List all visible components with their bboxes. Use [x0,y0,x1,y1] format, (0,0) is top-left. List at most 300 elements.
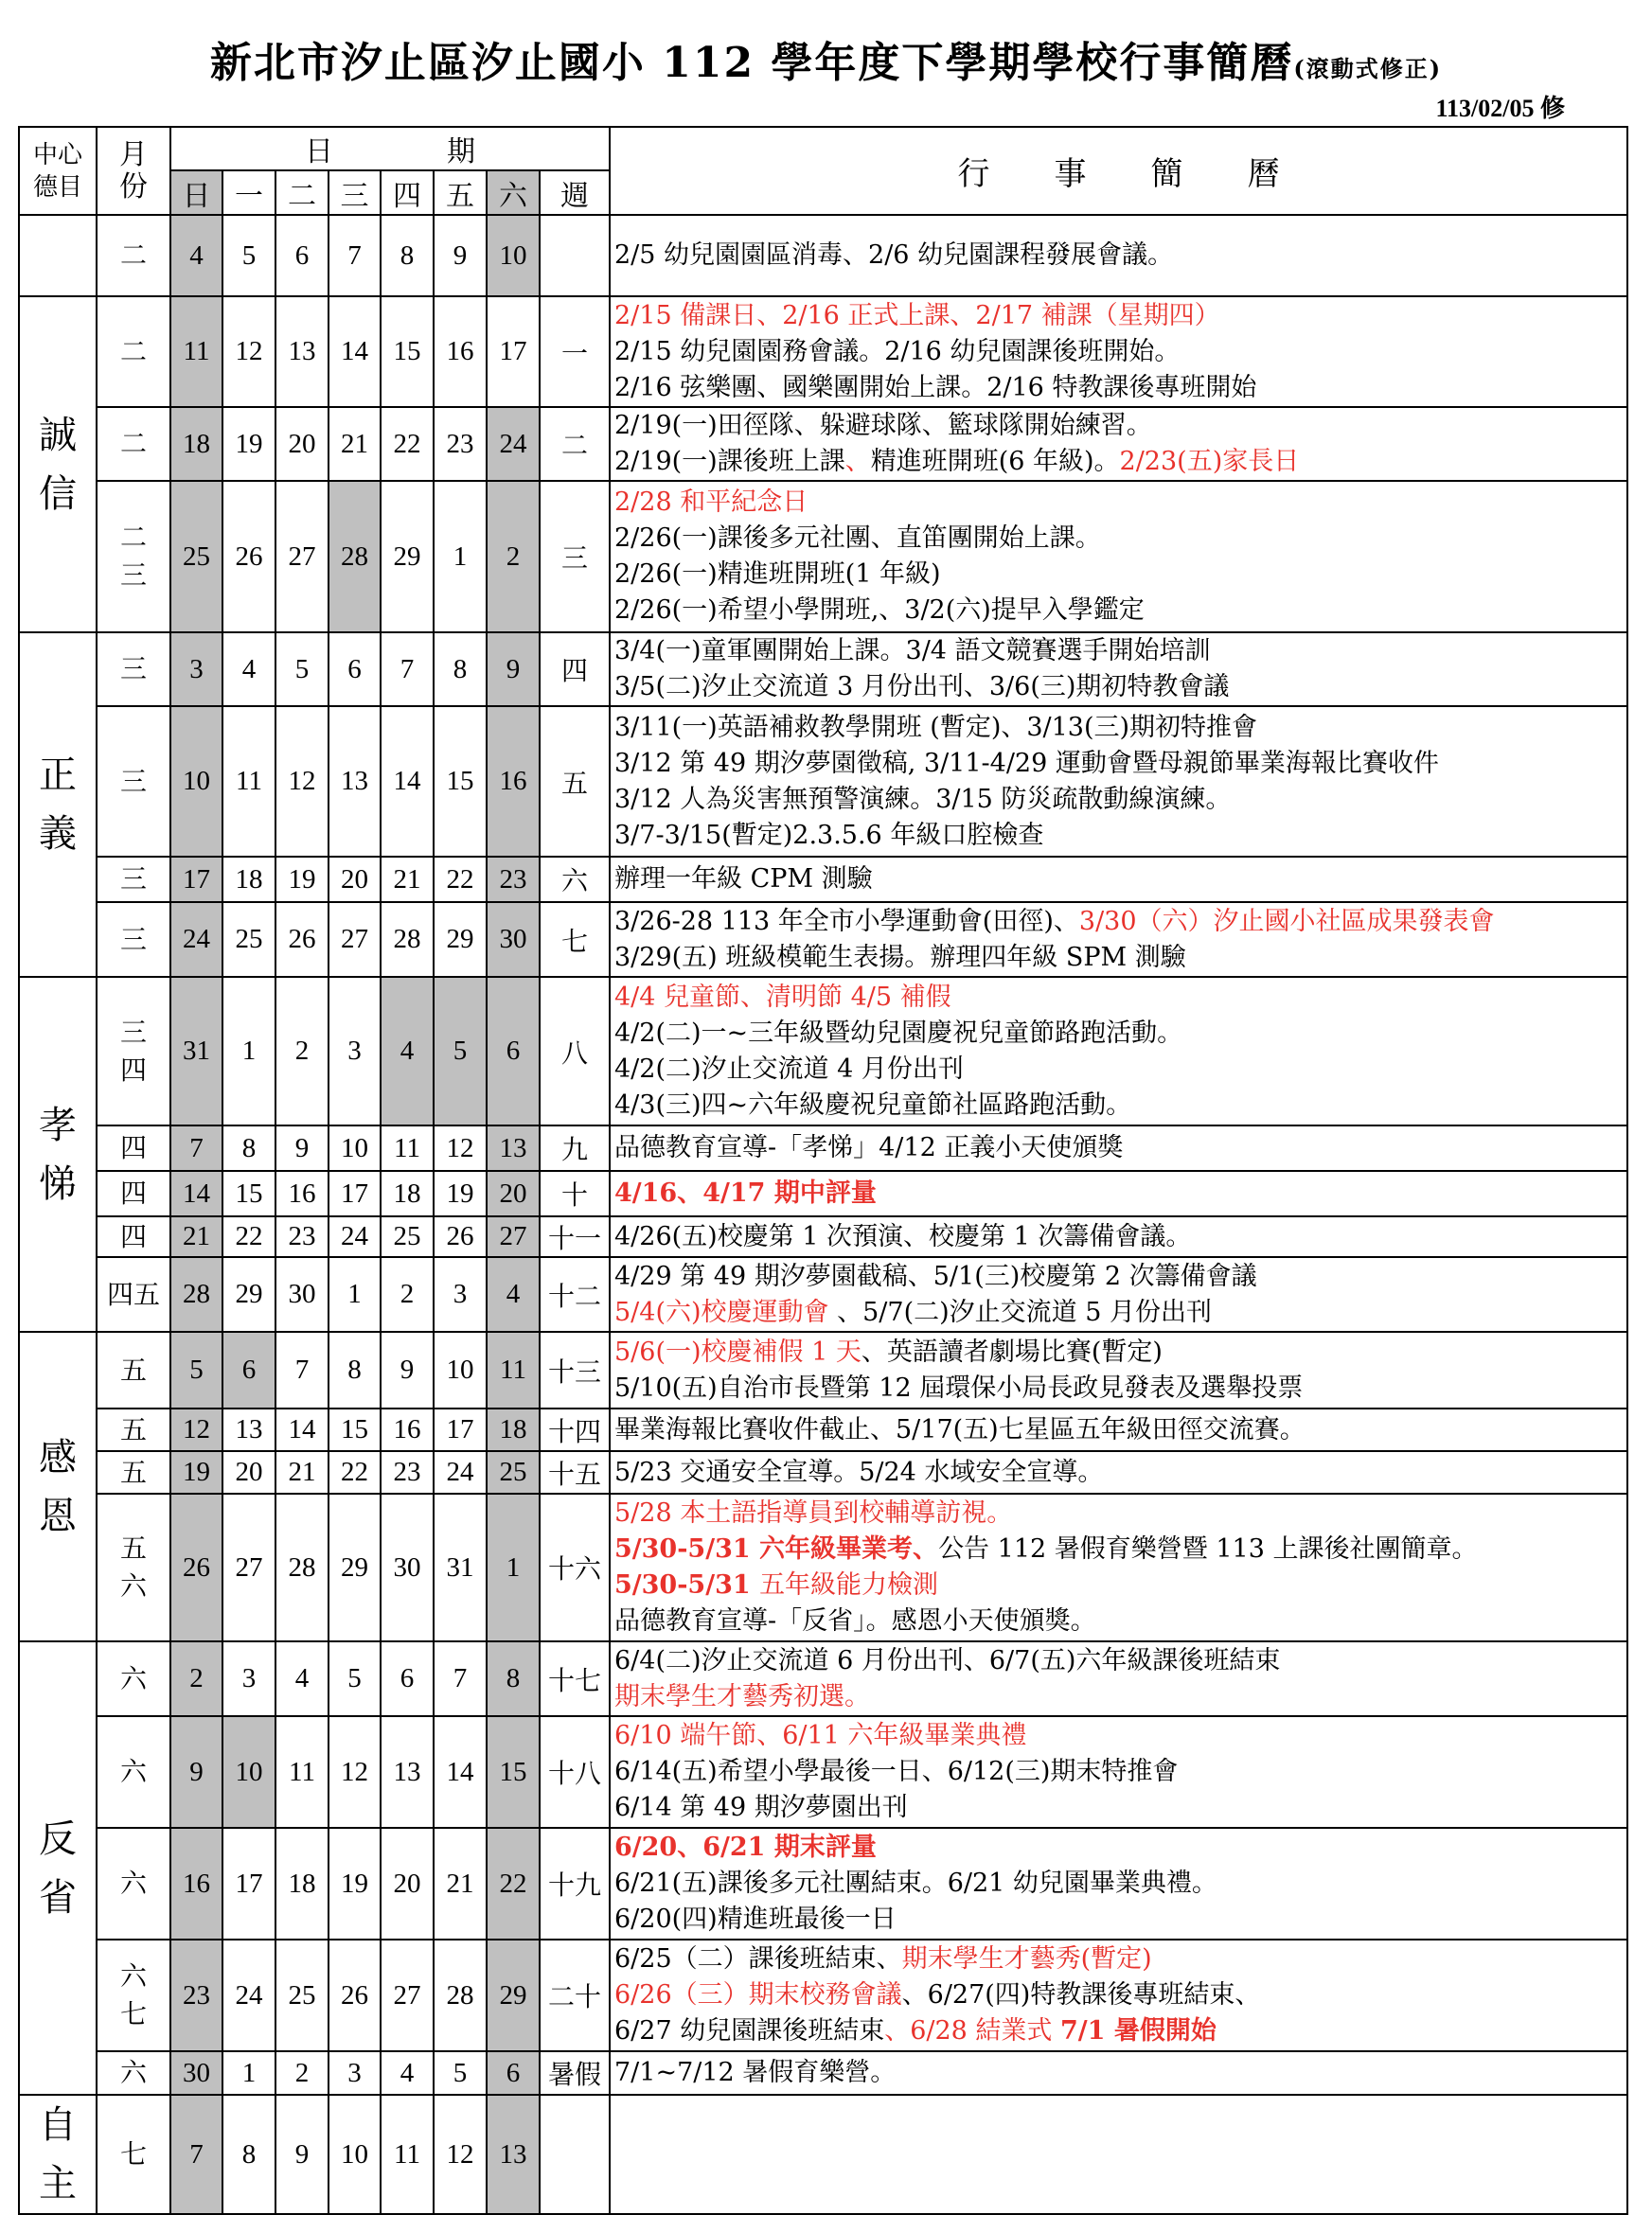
day-cell: 9 [170,1716,222,1828]
day-cell: 30 [275,1257,329,1332]
month-cell [97,1940,170,2051]
week-row [19,215,1627,296]
event-text: 4/29 第 49 期汐夢園截稿、5/1(三)校慶第 2 次籌備會議 [614,1261,1257,1291]
month-cell [97,1828,170,1940]
month-text: 二 [119,522,147,553]
day-cell: 4 [381,977,434,1125]
day-cell: 5 [275,632,329,706]
virtue-cell [19,296,97,632]
day-cell: 3 [222,1641,275,1716]
day-cell: 1 [222,2051,275,2095]
month-cell [97,1409,170,1451]
events-cell [610,1940,1627,2051]
day-cell: 13 [222,1409,275,1451]
week-number: 十九 [540,1828,610,1940]
page-title [0,28,1652,89]
week-number: 十三 [540,1332,610,1409]
day-cell: 15 [434,706,487,857]
week-number: 三 [540,481,610,632]
day-cell: 24 [329,1216,381,1257]
month-cell [97,1216,170,1257]
day-cell: 1 [329,1257,381,1332]
day-cell: 23 [434,407,487,481]
week-number: 十一 [540,1216,610,1257]
day-cell: 4 [170,215,222,296]
day-cell: 2 [275,2051,329,2095]
header-weekday: 一 [222,170,275,215]
month-text: 三 [119,765,147,797]
event-line [614,1866,1626,1902]
day-cell: 19 [329,1828,381,1940]
week-row [19,977,1627,1125]
highlighted-event-text: 期末學生才藝秀初選。 [614,1681,870,1711]
day-cell: 24 [222,1940,275,2051]
event-text: 公告 112 暑假育樂營暨 113 上課後社團簡章。 [938,1534,1478,1564]
week-row [19,1257,1627,1332]
day-cell: 1 [222,977,275,1125]
event-text: 品德教育宣導-「反省」。感恩小天使頒獎。 [614,1606,1096,1636]
calendar-table [18,126,1628,2215]
events-cell [610,1125,1627,1171]
events-cell [610,481,1627,632]
event-line [614,1259,1626,1295]
events-cell [610,1332,1627,1409]
event-text: 3/29(五) 班級模範生表揚。辦理四年級 SPM 測驗 [614,942,1186,972]
events-cell [610,1716,1627,1828]
virtue-text: 孝悌 [39,1103,77,1206]
events-cell [610,1828,1627,1940]
event-line [614,408,1626,444]
event-line [614,940,1626,976]
day-cell: 2 [487,481,540,632]
header-month-text: 份 [119,169,148,204]
month-text: 三 [119,1016,147,1048]
day-cell: 18 [487,1409,540,1451]
event-text: 3/4(一)童軍團開始上課。3/4 語文競賽選手開始培訓 [614,636,1211,665]
day-cell: 30 [381,1494,434,1641]
title-text: 新北市汐止區汐止國小 112 學年度下學期學校行事簡曆 [209,39,1294,87]
day-cell: 31 [170,977,222,1125]
week-row [19,1716,1627,1828]
highlighted-event-text: 5/30-5/31 [614,1570,760,1600]
day-cell: 9 [487,632,540,706]
day-cell: 13 [487,2095,540,2214]
day-cell: 29 [222,1257,275,1332]
events-cell [610,1451,1627,1494]
week-row [19,1332,1627,1409]
week-row [19,902,1627,977]
events-cell [610,2095,1627,2214]
event-line [614,710,1626,746]
event-text: 2/26(一)希望小學開班,、3/2(六)提早入學鑑定 [614,595,1145,625]
event-line [614,521,1626,557]
day-cell: 22 [222,1216,275,1257]
event-line [614,334,1626,370]
day-cell: 14 [275,1409,329,1451]
day-cell: 10 [434,1332,487,1409]
day-cell: 2 [275,977,329,1125]
event-line [614,2013,1626,2049]
day-cell: 10 [170,706,222,857]
event-line [614,1643,1626,1679]
day-cell: 11 [381,2095,434,2214]
month-cell [97,1257,170,1332]
event-text: 3/11(一)英語補救教學開班 (暫定)、3/13(三)期初特推會 [614,712,1258,742]
day-cell: 13 [487,1125,540,1171]
week-row [19,1641,1627,1716]
day-cell: 19 [434,1171,487,1216]
day-cell: 14 [434,1716,487,1828]
day-cell: 2 [170,1641,222,1716]
day-cell: 10 [329,2095,381,2214]
events-cell [610,1494,1627,1641]
day-cell: 12 [170,1409,222,1451]
day-cell: 15 [381,296,434,407]
week-row [19,2051,1627,2095]
event-line [614,1941,1626,1977]
week-row [19,857,1627,902]
day-cell: 21 [275,1451,329,1494]
day-cell: 7 [170,1125,222,1171]
highlighted-event-text: 6/20、6/21 期末評量 [614,1833,877,1862]
day-cell: 26 [170,1494,222,1641]
day-cell: 18 [381,1171,434,1216]
day-cell: 10 [487,215,540,296]
event-text: 5/10(五)自治市長暨第 12 屆環保小局長政見發表及選舉投票 [614,1373,1304,1403]
day-cell: 26 [222,481,275,632]
event-text: 6/21(五)課後多元社團結束。6/21 幼兒園畢業典禮。 [614,1869,1217,1898]
header-weekday: 四 [381,170,434,215]
event-line [614,1977,1626,2013]
day-cell: 21 [434,1828,487,1940]
virtue-text: 反省 [39,1816,77,1920]
day-cell: 26 [329,1940,381,2051]
week-row [19,1940,1627,2051]
month-cell [97,1494,170,1641]
header-date-group: 日 期 [170,127,610,170]
day-cell: 26 [434,1216,487,1257]
events-cell [610,1216,1627,1257]
week-number: 十六 [540,1494,610,1641]
events-cell [610,1171,1627,1216]
month-text: 六 [119,1960,147,1992]
week-number: 暑假 [540,2051,610,2095]
event-text: 2/15 幼兒園園務會議。2/16 幼兒園課後班開始。 [614,336,1181,366]
highlighted-event-text: 、6/28 結業式 [884,2016,1061,2046]
highlighted-event-text: 2/28 和平紀念日 [614,487,808,517]
day-cell: 9 [381,1332,434,1409]
highlighted-event-text: 期末學生才藝秀(暫定) [901,1944,1152,1974]
events-cell [610,215,1627,296]
month-text: 七 [119,1998,147,2029]
header-month-text: 月 [119,137,148,171]
day-cell: 7 [381,632,434,706]
event-line [614,1754,1626,1790]
week-number: 十八 [540,1716,610,1828]
day-cell: 21 [329,407,381,481]
virtue-text: 感恩 [39,1435,77,1538]
month-cell [97,857,170,902]
month-text: 六 [119,1868,147,1899]
day-cell: 27 [222,1494,275,1641]
day-cell: 8 [222,1125,275,1171]
week-number: 五 [540,706,610,857]
month-text: 四 [119,1054,147,1086]
week-number: 十四 [540,1409,610,1451]
day-cell: 19 [275,857,329,902]
day-cell: 25 [487,1451,540,1494]
day-cell: 25 [381,1216,434,1257]
week-row [19,1828,1627,1940]
day-cell: 5 [434,977,487,1125]
event-text: 2/19(一)田徑隊、躲避球隊、籃球隊開始練習。 [614,411,1152,440]
event-line [614,1902,1626,1938]
event-text: 畢業海報比賽收件截止、5/17(五)七星區五年級田徑交流賽。 [614,1414,1306,1444]
highlighted-event-text: 5/6(一)校慶補假 1 天 [614,1337,862,1367]
day-cell: 22 [487,1828,540,1940]
week-number [540,2095,610,2214]
day-cell: 15 [222,1171,275,1216]
header-virtue [19,127,97,215]
event-text: 6/20(四)精進班最後一日 [614,1905,897,1934]
highlighted-event-text: 2/23(五)家長日 [1119,447,1300,476]
week-number: 七 [540,902,610,977]
week-row [19,632,1627,706]
header-weekday: 日 [170,170,222,215]
event-line [614,1532,1626,1568]
event-text: 、6/27(四)特教課後專班結束、 [901,1980,1261,2010]
highlighted-event-text: 6/26（三）期末校務會議 [614,1980,902,2010]
day-cell: 3 [170,632,222,706]
events-cell [610,296,1627,407]
event-line [614,370,1626,406]
month-cell [97,977,170,1125]
event-text: 6/4(二)汐止交流道 6 月份出刊、6/7(五)六年級課後班結束 [614,1645,1281,1675]
month-text: 四 [119,1132,147,1163]
day-cell: 12 [275,706,329,857]
week-number: 十二 [540,1257,610,1332]
event-text: 6/14(五)希望小學最後一日、6/12(三)期末特推會 [614,1757,1179,1786]
virtue-cell [19,215,97,296]
day-cell: 11 [170,296,222,407]
day-cell: 13 [275,296,329,407]
week-number: 九 [540,1125,610,1171]
month-cell [97,902,170,977]
day-cell: 28 [434,1940,487,2051]
event-line [614,1016,1626,1052]
day-cell: 29 [434,902,487,977]
virtue-cell [19,977,97,1332]
highlighted-event-text: 5/28 本土語指導員到校輔導訪視。 [614,1498,1013,1528]
month-text: 三 [119,923,147,955]
day-cell: 30 [487,902,540,977]
highlighted-event-text: 6/10 端午節、6/11 六年級畢業典禮 [614,1721,1027,1750]
event-line [614,238,1626,274]
day-cell: 7 [329,215,381,296]
month-text: 五 [119,1413,147,1445]
event-text: 3/7-3/15(暫定)2.3.5.6 年級口腔檢查 [614,820,1044,850]
month-text: 二 [119,335,147,367]
day-cell: 24 [434,1451,487,1494]
revision-date: 113/02/05 修 [1435,95,1565,122]
event-line [614,669,1626,705]
day-cell: 14 [170,1171,222,1216]
week-number [540,215,610,296]
day-cell: 6 [487,977,540,1125]
event-line [614,485,1626,521]
header-virtue-text: 德目 [32,172,82,202]
event-line [614,633,1626,669]
event-text: 2/19(一)課後班上課 [614,447,845,476]
day-cell: 22 [329,1451,381,1494]
month-text: 四五 [106,1278,160,1310]
day-cell: 6 [381,1641,434,1716]
month-cell [97,2051,170,2095]
day-cell: 27 [487,1216,540,1257]
day-cell: 6 [487,2051,540,2095]
month-cell [97,706,170,857]
event-text: 3/12 人為災害無預警演練。3/15 防災疏散動線演練。 [614,784,1232,814]
day-cell: 9 [434,215,487,296]
month-text: 六 [119,1570,147,1602]
month-cell [97,296,170,407]
virtue-cell [19,1641,97,2095]
event-line [614,1335,1626,1371]
event-line [614,2055,1626,2091]
events-cell [610,1257,1627,1332]
highlighted-event-text: 7/1 暑假開始 [1060,2016,1217,2046]
event-line [614,444,1626,480]
day-cell: 10 [222,1716,275,1828]
event-text: 2/5 幼兒園園區消毒、2/6 幼兒園課程發展會議。 [614,240,1174,270]
event-text: 、5/7(二)汐止交流道 5 月份出刊 [828,1297,1212,1327]
highlighted-event-text: 5/30-5/31 六年級畢業考、 [614,1534,939,1564]
event-text: 2/16 弦樂團、國樂團開始上課。2/16 特教課後專班開始 [614,372,1257,402]
day-cell: 3 [434,1257,487,1332]
day-cell: 24 [487,407,540,481]
event-text: 精進班開班(6 年級)。 [870,447,1120,476]
event-text: 辦理一年級 CPM 測驗 [614,864,873,894]
month-text: 三 [119,559,147,591]
event-line [614,1496,1626,1532]
day-cell: 4 [381,2051,434,2095]
day-cell: 23 [275,1216,329,1257]
event-text: 4/26(五)校慶第 1 次預演、校慶第 1 次籌備會議。 [614,1221,1192,1251]
event-line [614,557,1626,593]
day-cell: 8 [434,632,487,706]
day-cell: 16 [487,706,540,857]
week-row [19,1216,1627,1257]
month-cell [97,407,170,481]
day-cell: 27 [329,902,381,977]
week-row [19,1451,1627,1494]
event-text: 2/26(一)課後多元社團、直笛團開始上課。 [614,523,1101,553]
event-line [614,1412,1626,1448]
day-cell: 11 [222,706,275,857]
event-line [614,1130,1626,1166]
week-number: 二 [540,407,610,481]
events-cell [610,2051,1627,2095]
events-cell [610,1641,1627,1716]
header-week: 週 [540,170,610,215]
month-text: 五 [119,1533,147,1564]
day-cell: 23 [170,1940,222,2051]
month-cell [97,1716,170,1828]
day-cell: 14 [381,706,434,857]
day-cell: 6 [329,632,381,706]
day-cell: 25 [170,481,222,632]
day-cell: 17 [487,296,540,407]
week-number: 十五 [540,1451,610,1494]
event-line [614,980,1626,1016]
week-row [19,1125,1627,1171]
day-cell: 4 [487,1257,540,1332]
day-cell: 12 [434,1125,487,1171]
week-number: 四 [540,632,610,706]
event-line [614,1718,1626,1754]
day-cell: 13 [381,1716,434,1828]
day-cell: 17 [434,1409,487,1451]
day-cell: 12 [222,296,275,407]
month-text: 二 [119,428,147,459]
week-row [19,481,1627,632]
month-cell [97,1171,170,1216]
event-text: 2/26(一)精進班開班(1 年級) [614,559,941,589]
day-cell: 18 [222,857,275,902]
day-cell: 4 [222,632,275,706]
day-cell: 29 [381,481,434,632]
day-cell: 29 [487,1940,540,2051]
week-row [19,296,1627,407]
week-number: 十 [540,1171,610,1216]
events-cell [610,857,1627,902]
event-line [614,1830,1626,1866]
virtue-cell [19,2095,97,2214]
week-number: 八 [540,977,610,1125]
highlighted-event-text: 2/15 備課日、2/16 正式上課、2/17 補課（星期四） [614,300,1220,330]
month-cell [97,1641,170,1716]
header-weekday: 二 [275,170,329,215]
day-cell: 13 [329,706,381,857]
day-cell: 21 [381,857,434,902]
day-cell: 12 [434,2095,487,2214]
day-cell: 20 [329,857,381,902]
day-cell: 4 [275,1641,329,1716]
day-cell: 17 [329,1171,381,1216]
header-weekday: 三 [329,170,381,215]
event-line [614,782,1626,818]
day-cell: 10 [329,1125,381,1171]
week-number: 一 [540,296,610,407]
day-cell: 20 [275,407,329,481]
day-cell: 5 [434,2051,487,2095]
event-line [614,1371,1626,1407]
events-cell [610,902,1627,977]
event-line [614,298,1626,334]
day-cell: 21 [170,1216,222,1257]
event-line [614,1455,1626,1491]
day-cell: 20 [487,1171,540,1216]
event-line [614,593,1626,629]
virtue-cell [19,1332,97,1641]
day-cell: 8 [487,1641,540,1716]
event-line [614,1679,1626,1715]
day-cell: 28 [170,1257,222,1332]
day-cell: 3 [329,2051,381,2095]
header-month [97,127,170,215]
event-line [614,746,1626,782]
header-weekday: 六 [487,170,540,215]
